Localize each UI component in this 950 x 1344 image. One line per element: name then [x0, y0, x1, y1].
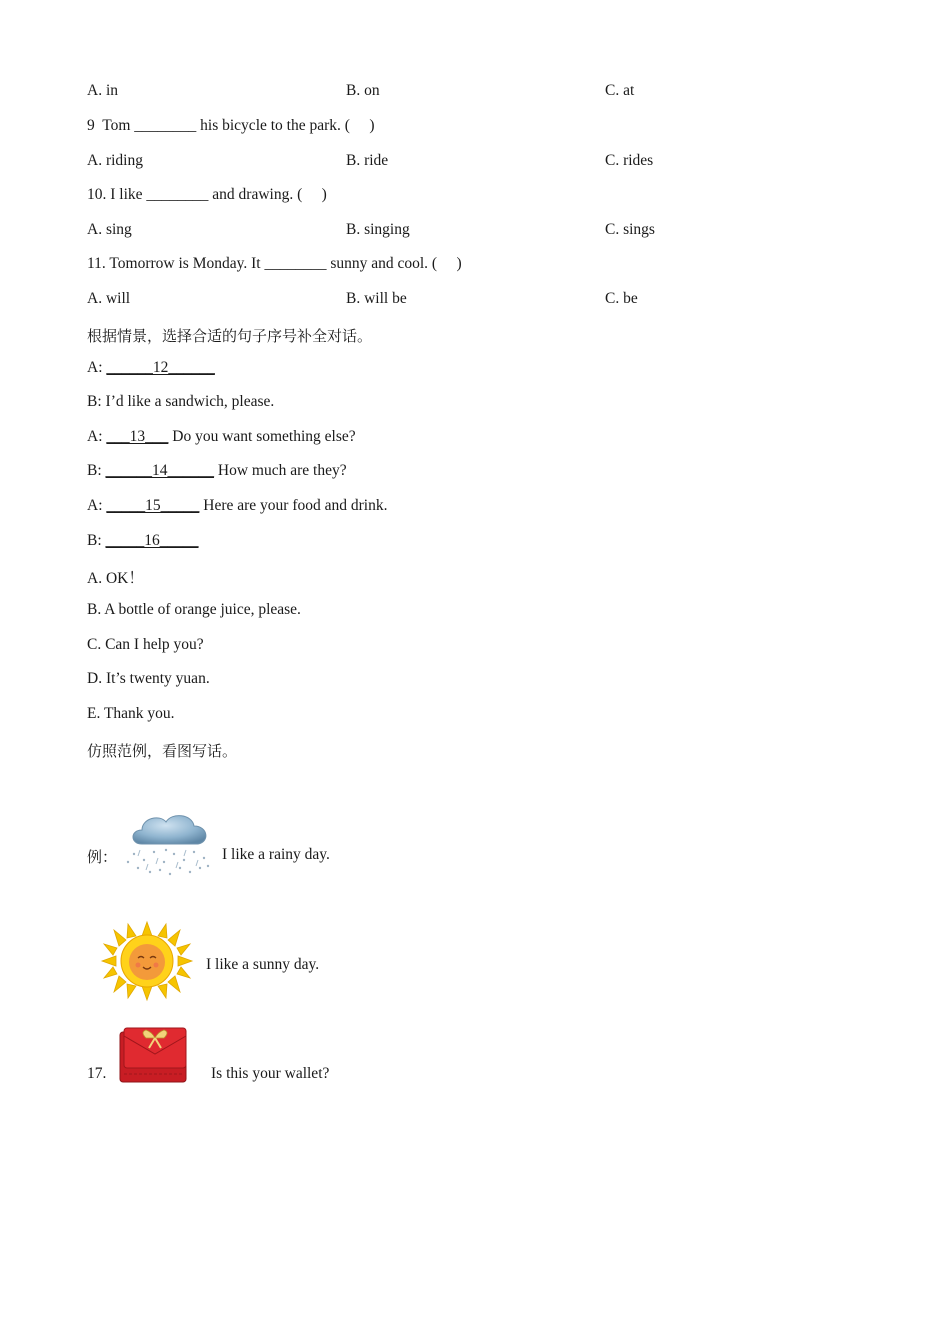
- q17-sentence: Is this your wallet?: [211, 1065, 330, 1082]
- q8-option-a: A. in: [87, 82, 118, 99]
- choice-a: A. OK！: [87, 570, 144, 587]
- blank-13[interactable]: ___13___: [106, 428, 169, 445]
- q11-option-a: A. will: [87, 290, 131, 307]
- q8-option-c: C. at: [605, 82, 635, 99]
- writing-instruction: 仿照范例，看图写话。: [87, 742, 238, 760]
- dialogue-line-4: B: ______14______ How much are they?: [87, 462, 347, 479]
- q17-label: 17.: [87, 1065, 107, 1082]
- dialogue-instruction: 根据情景，选择合适的句子序号补全对话。: [87, 327, 373, 345]
- dialogue-line-2: B: I’d like a sandwich, please.: [87, 393, 275, 410]
- q10-option-a: A. sing: [87, 221, 132, 238]
- q10-option-b: B. singing: [346, 221, 410, 238]
- dialogue-line-5: A: _____15_____ Here are your food and drink.: [87, 497, 388, 514]
- dialogue-line-1: A: ______12______: [87, 359, 215, 376]
- q10-option-c: C. sings: [605, 221, 655, 238]
- q8-option-b: B. on: [346, 82, 380, 99]
- choice-e: E. Thank you.: [87, 705, 175, 722]
- q9-stem: 9 Tom ________ his bicycle to the park. ( ): [87, 117, 375, 134]
- blank-15[interactable]: _____15_____: [106, 497, 200, 514]
- choice-b: B. A bottle of orange juice, please.: [87, 601, 301, 618]
- dialogue-line-3: A: ___13___ Do you want something else?: [87, 428, 356, 445]
- choice-d: D. It’s twenty yuan.: [87, 670, 210, 687]
- choice-c: C. Can I help you?: [87, 636, 204, 653]
- q11-option-b: B. will be: [346, 290, 407, 307]
- example-label: 例：: [87, 848, 118, 866]
- q9-option-c: C. rides: [605, 152, 654, 169]
- example-sentence: I like a rainy day.: [222, 846, 330, 863]
- sun-icon: [98, 920, 196, 1002]
- blank-12[interactable]: ______12______: [106, 359, 215, 376]
- q9-option-a: A. riding: [87, 152, 143, 169]
- sun-sentence: I like a sunny day.: [206, 956, 320, 973]
- dialogue-line-6: B: _____16_____: [87, 532, 199, 549]
- rain-cloud-icon: [120, 810, 215, 880]
- q10-stem: 10. I like ________ and drawing. ( ): [87, 186, 327, 203]
- blank-14[interactable]: ______14______: [105, 462, 215, 479]
- q11-option-c: C. be: [605, 290, 638, 307]
- q9-option-b: B. ride: [346, 152, 389, 169]
- wallet-icon: [116, 1024, 190, 1086]
- q11-stem: 11. Tomorrow is Monday. It ________ sunny and cool. ( ): [87, 255, 462, 272]
- blank-16[interactable]: _____16_____: [105, 532, 199, 549]
